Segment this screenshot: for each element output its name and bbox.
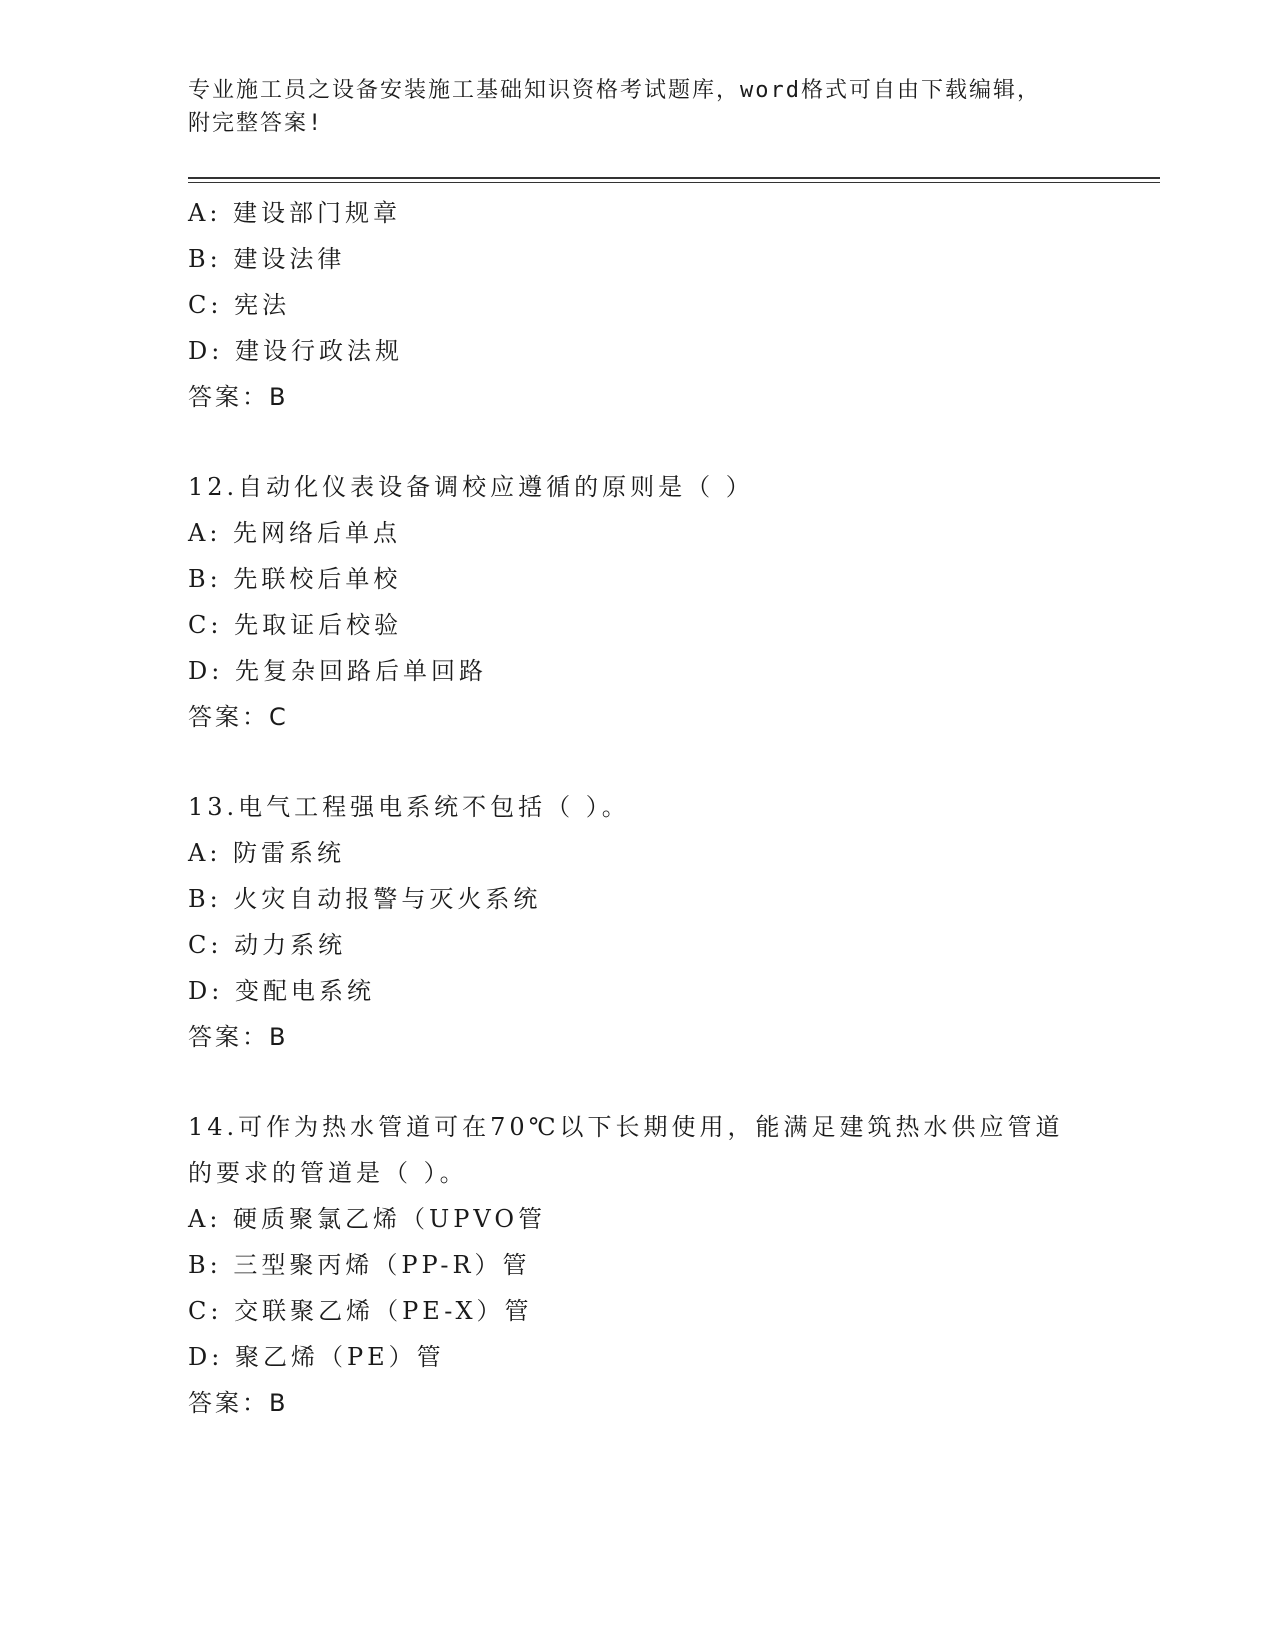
answer-text: 答案：B xyxy=(188,383,289,411)
document-content xyxy=(188,190,1088,1426)
option-b: B: 三型聚丙烯（PP-R）管 xyxy=(188,1251,531,1279)
answer-text: 答案：C xyxy=(188,703,289,731)
spacer xyxy=(188,420,1088,464)
option-d: D: 建设行政法规 xyxy=(188,337,403,365)
question-13 xyxy=(188,784,1088,1060)
option-a: A: 建设部门规章 xyxy=(188,199,402,227)
document-header xyxy=(188,74,1088,140)
answer-text: 答案：B xyxy=(188,1389,289,1417)
spacer xyxy=(188,740,1088,784)
option-c: C: 动力系统 xyxy=(188,931,347,959)
spacer xyxy=(188,1060,1088,1104)
question-text-line-1: 14.可作为热水管道可在70℃以下长期使用，能满足建筑热水供应管道 xyxy=(188,1113,1064,1141)
question-12 xyxy=(188,464,1088,740)
header-line-2: 附完整答案! xyxy=(188,111,324,136)
question-11-continuation xyxy=(188,190,1088,420)
option-a: A: 硬质聚氯乙烯（UPVO管 xyxy=(188,1205,547,1233)
question-14 xyxy=(188,1104,1088,1426)
header-line-1: 专业施工员之设备安装施工基础知识资格考试题库，word格式可自由下载编辑， xyxy=(188,78,1041,103)
option-b: B: 火灾自动报警与灭火系统 xyxy=(188,885,542,913)
option-d: D: 聚乙烯（PE）管 xyxy=(188,1343,445,1371)
option-d: D: 变配电系统 xyxy=(188,977,375,1005)
question-text: 13.电气工程强电系统不包括（ ）。 xyxy=(188,793,630,821)
option-c: C: 先取证后校验 xyxy=(188,611,403,639)
option-a: A: 防雷系统 xyxy=(188,839,346,867)
option-b: B: 建设法律 xyxy=(188,245,346,273)
option-b: B: 先联校后单校 xyxy=(188,565,402,593)
option-a: A: 先网络后单点 xyxy=(188,519,402,547)
option-d: D: 先复杂回路后单回路 xyxy=(188,657,487,685)
option-c: C: 交联聚乙烯（PE-X）管 xyxy=(188,1297,533,1325)
header-divider xyxy=(188,177,1160,183)
question-text: 12.自动化仪表设备调校应遵循的原则是（ ） xyxy=(188,473,754,501)
option-c: C: 宪法 xyxy=(188,291,291,319)
answer-text: 答案：B xyxy=(188,1023,289,1051)
question-text-line-2: 的要求的管道是（ ）。 xyxy=(188,1159,468,1187)
